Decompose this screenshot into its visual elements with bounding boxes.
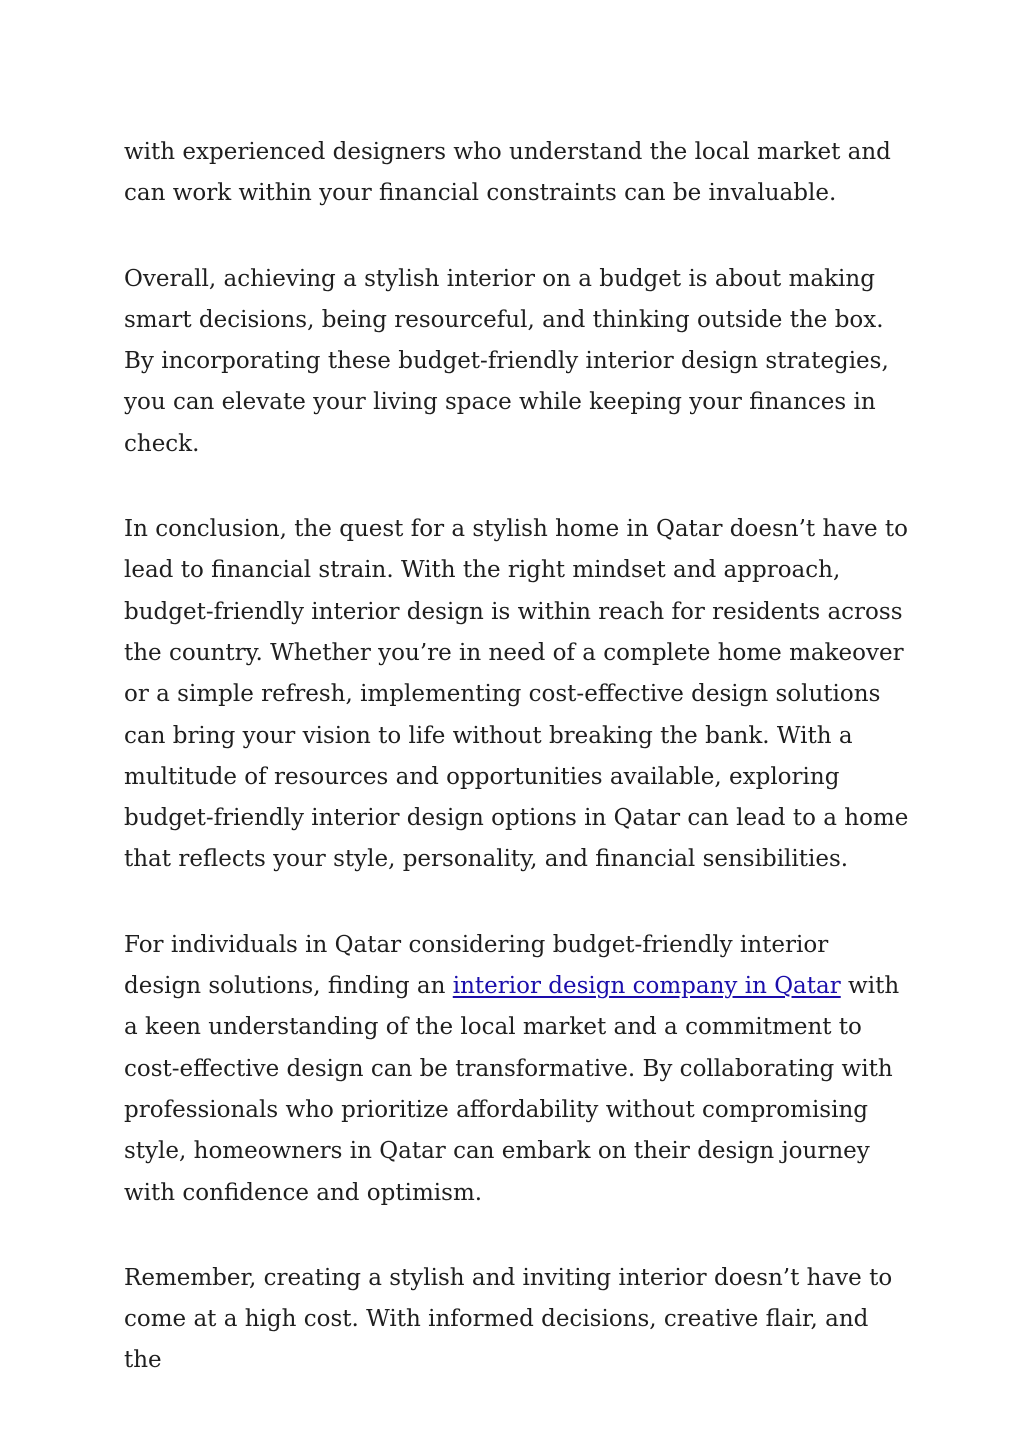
paragraph-budget-designers: with experienced designers who understand the local market and can work within your financial constraints can be invaluable. — [124, 139, 891, 207]
interior-design-company-link[interactable]: interior design company in Qatar — [452, 973, 841, 1000]
paragraph-remember: Remember, creating a stylish and inviting interior doesn’t have to come at a high cost. With informed decisions, creative flair, and the — [124, 1264, 893, 1374]
paragraph-overall: Overall, achieving a stylish interior on a budget is about making smart decisions, being resourceful, and thinking outside the box. By incorporating these budget-friendly interior design strategies, you can elevate your living space while keeping your finances in check. — [124, 265, 889, 457]
paragraph-individuals-intro: For individuals in Qatar considering budget-friendly interior design solutions, finding an — [124, 931, 829, 1000]
article-body — [124, 132, 909, 1426]
paragraph-individuals-rest: with a keen understanding of the local market and a commitment to cost-effective design can be transformative. By collaborating with professionals who prioritize affordability without compromising style, homeowners in Qatar can embark on their design journey with confidence and optimism. — [124, 973, 900, 1206]
paragraph-individuals — [124, 925, 909, 1214]
paragraph-conclusion: In conclusion, the quest for a stylish home in Qatar doesn’t have to lead to financial strain. With the right mindset and approach, budget-friendly interior design is within reach for residents across the country. Whether you’re in need of a complete home makeover or a simple refresh, implementing cost-effective design solutions can bring your vision to life without breaking the bank. With a multitude of resources and opportunities available, exploring budget-friendly interior design options in Qatar can lead to a home that reflects your style, personality, and financial sensibilities. — [124, 516, 909, 873]
